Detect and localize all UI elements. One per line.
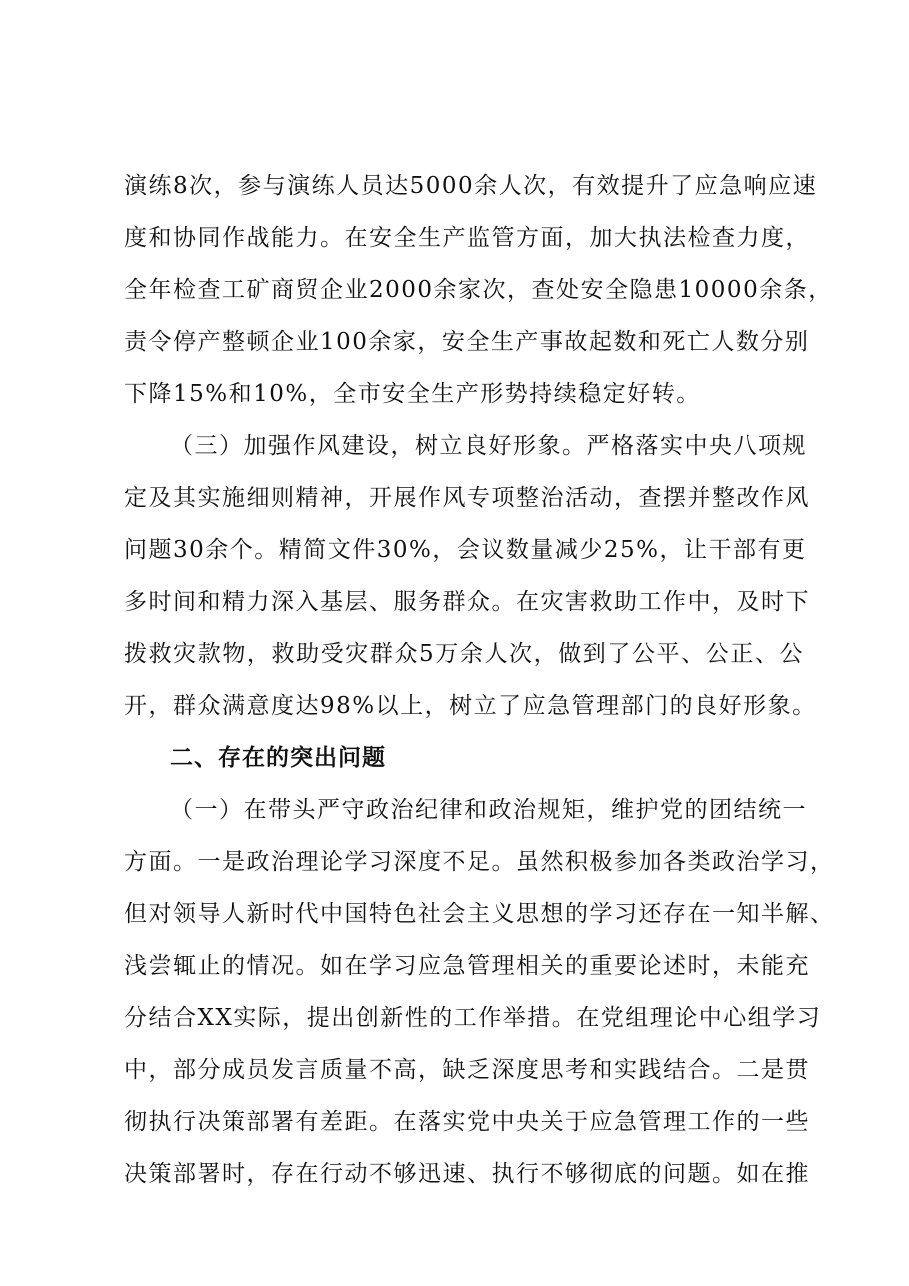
paragraph-line: 全年检查工矿商贸企业2000余家次，查处安全隐患10000余条， bbox=[124, 277, 833, 303]
paragraph-line: （三）加强作风建设，树立良好形象。严格落实中央八项规 bbox=[170, 433, 807, 459]
paragraph-line: 彻执行决策部署有差距。在落实党中央关于应急管理工作的一些 bbox=[124, 1109, 810, 1135]
document-body bbox=[124, 160, 835, 1200]
paragraph-line: （一）在带头严守政治纪律和政治规矩，维护党的团结统一 bbox=[170, 797, 807, 823]
paragraph-line: 开，群众满意度达98%以上，树立了应急管理部门的良好形象。 bbox=[124, 693, 817, 719]
paragraph-line: 方面。一是政治理论学习深度不足。虽然积极参加各类政治学习， bbox=[124, 849, 835, 875]
paragraph-line: 定及其实施细则精神，开展作风专项整治活动，查摆并整改作风 bbox=[124, 485, 810, 511]
paragraph-line: 但对领导人新时代中国特色社会主义思想的学习还存在一知半解、 bbox=[124, 901, 835, 927]
paragraph-line: 浅尝辄止的情况。如在学习应急管理相关的重要论述时，未能充 bbox=[124, 953, 810, 979]
paragraph-line: 演练8次，参与演练人员达5000余人次，有效提升了应急响应速 bbox=[124, 173, 818, 199]
paragraph-line: 责令停产整顿企业100余家，安全生产事故起数和死亡人数分别 bbox=[124, 329, 810, 355]
paragraph-line: 分结合XX实际，提出创新性的工作举措。在党组理论中心组学习 bbox=[124, 1005, 822, 1031]
paragraph-line: 拨救灾款物，救助受灾群众5万余人次，做到了公平、公正、公 bbox=[124, 641, 804, 667]
paragraph-line: 决策部署时，存在行动不够迅速、执行不够彻底的问题。如在推 bbox=[124, 1161, 810, 1187]
paragraph-line: 多时间和精力深入基层、服务群众。在灾害救助工作中，及时下 bbox=[124, 589, 810, 615]
paragraph-line: 问题30余个。精简文件30%，会议数量减少25%，让干部有更 bbox=[124, 537, 807, 563]
paragraph-line: 中，部分成员发言质量不高，缺乏深度思考和实践结合。二是贯 bbox=[124, 1057, 810, 1083]
paragraph-line: 下降15%和10%，全市安全生产形势持续稳定好转。 bbox=[124, 381, 701, 407]
section-heading: 二、存在的突出问题 bbox=[170, 745, 386, 771]
paragraph-line: 度和协同作战能力。在安全生产监管方面，加大执法检查力度， bbox=[124, 225, 810, 251]
